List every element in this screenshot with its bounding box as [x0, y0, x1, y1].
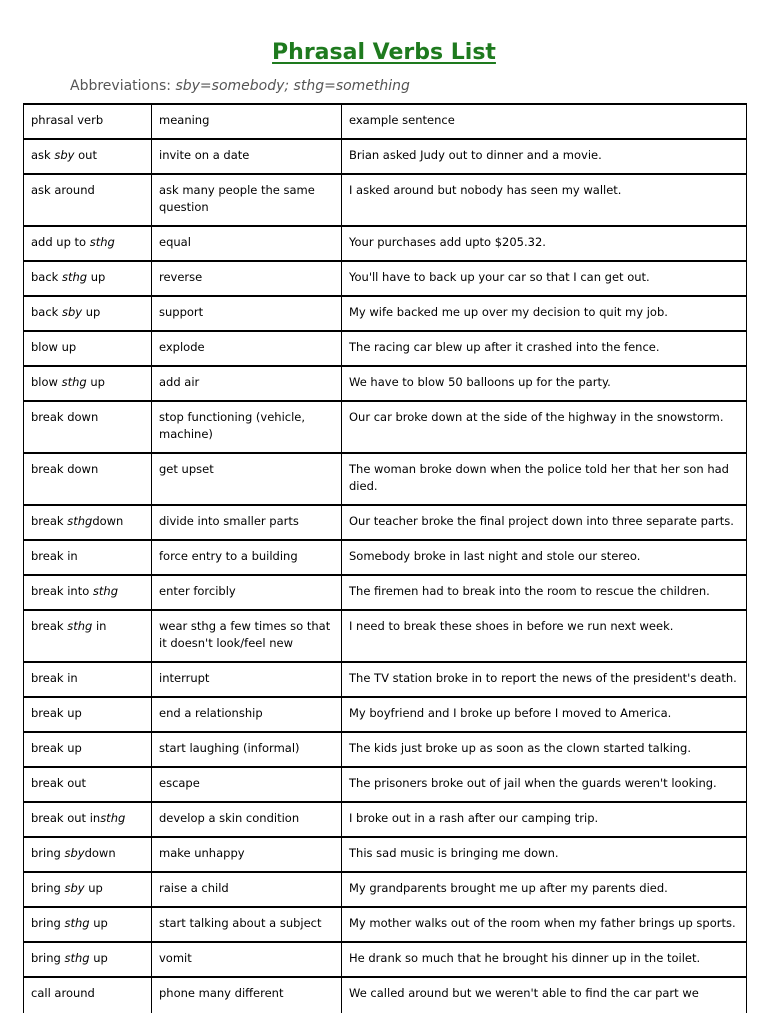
verb-segment: up	[89, 951, 108, 965]
verb-segment: back	[31, 270, 62, 284]
cell-phrasal-verb	[24, 942, 152, 977]
cell-meaning: start talking about a subject	[152, 907, 342, 942]
verb-segment: break	[31, 514, 68, 528]
cell-meaning: stop functioning (vehicle, machine)	[152, 401, 342, 453]
verb-segment: bring	[31, 881, 65, 895]
verb-segment: sby	[54, 148, 75, 162]
cell-phrasal-verb	[24, 802, 152, 837]
verb-segment: sthg	[64, 916, 90, 930]
table-row	[24, 767, 747, 802]
verb-segment: break down	[31, 462, 99, 476]
cell-example-sentence: I broke out in a rash after our camping trip.	[342, 802, 747, 837]
verb-segment: break out in	[31, 811, 101, 825]
verb-segment: sby	[64, 881, 85, 895]
cell-meaning: vomit	[152, 942, 342, 977]
verb-segment: break in	[31, 671, 78, 685]
verb-segment: sthg	[61, 375, 87, 389]
verb-segment: bring	[31, 916, 65, 930]
page-title: Phrasal Verbs List	[272, 40, 496, 65]
verb-segment: sthg	[62, 270, 88, 284]
cell-meaning: enter forcibly	[152, 575, 342, 610]
cell-meaning: raise a child	[152, 872, 342, 907]
table-row	[24, 401, 747, 453]
cell-phrasal-verb	[24, 662, 152, 697]
cell-example-sentence: The racing car blew up after it crashed into the fence.	[342, 331, 747, 366]
cell-phrasal-verb	[24, 296, 152, 331]
cell-example-sentence: Brian asked Judy out to dinner and a movie.	[342, 139, 747, 174]
cell-example-sentence: Your purchases add upto $205.32.	[342, 226, 747, 261]
phrasal-verbs-table	[23, 103, 747, 1013]
verb-segment: back	[31, 305, 62, 319]
verb-segment: out	[74, 148, 97, 162]
cell-meaning: equal	[152, 226, 342, 261]
cell-example-sentence: We have to blow 50 balloons up for the party.	[342, 366, 747, 401]
cell-phrasal-verb	[24, 837, 152, 872]
verb-segment: ask around	[31, 183, 95, 197]
cell-example-sentence: The woman broke down when the police told her that her son had died.	[342, 453, 747, 505]
cell-meaning: explode	[152, 331, 342, 366]
table-header-row	[24, 104, 747, 139]
cell-example-sentence: I asked around but nobody has seen my wallet.	[342, 174, 747, 226]
verb-segment: in	[92, 619, 107, 633]
header-phrasal-verb: phrasal verb	[24, 104, 152, 139]
verb-segment: sby	[64, 846, 85, 860]
cell-phrasal-verb	[24, 977, 152, 1013]
header-meaning: meaning	[152, 104, 342, 139]
verb-segment: sthg	[100, 811, 126, 825]
cell-example-sentence: This sad music is bringing me down.	[342, 837, 747, 872]
cell-phrasal-verb	[24, 453, 152, 505]
verb-segment: blow up	[31, 340, 77, 354]
verb-segment: break out	[31, 776, 87, 790]
cell-meaning: ask many people the same question	[152, 174, 342, 226]
verb-segment: call around	[31, 986, 95, 1000]
verb-segment: up	[89, 916, 108, 930]
verb-segment: up	[86, 375, 105, 389]
abbreviations-text: sby=somebody; sthg=something	[175, 78, 410, 94]
cell-meaning: wear sthg a few times so that it doesn't look/feel new	[152, 610, 342, 662]
table-row	[24, 942, 747, 977]
verb-segment: down	[84, 846, 116, 860]
cell-example-sentence: I need to break these shoes in before we run next week.	[342, 610, 747, 662]
verb-segment: break up	[31, 741, 82, 755]
verb-segment: up	[84, 881, 103, 895]
verb-segment: break into	[31, 584, 93, 598]
cell-meaning: force entry to a building	[152, 540, 342, 575]
cell-example-sentence: Somebody broke in last night and stole our stereo.	[342, 540, 747, 575]
table-row	[24, 331, 747, 366]
abbreviations-prefix: Abbreviations:	[70, 78, 176, 94]
cell-phrasal-verb	[24, 872, 152, 907]
cell-example-sentence: My mother walks out of the room when my father brings up sports.	[342, 907, 747, 942]
cell-meaning: invite on a date	[152, 139, 342, 174]
verb-segment: bring	[31, 951, 65, 965]
cell-phrasal-verb	[24, 401, 152, 453]
table-row	[24, 540, 747, 575]
cell-phrasal-verb	[24, 261, 152, 296]
table-row	[24, 732, 747, 767]
cell-example-sentence: Our car broke down at the side of the highway in the snowstorm.	[342, 401, 747, 453]
verb-segment: up	[87, 270, 106, 284]
table-row	[24, 453, 747, 505]
table-row	[24, 907, 747, 942]
verb-segment: ask	[31, 148, 55, 162]
table-row	[24, 610, 747, 662]
cell-example-sentence: My wife backed me up over my decision to quit my job.	[342, 296, 747, 331]
verb-segment: sthg	[64, 951, 90, 965]
cell-meaning: end a relationship	[152, 697, 342, 732]
verb-segment: break	[31, 619, 68, 633]
verb-segment: up	[82, 305, 101, 319]
cell-meaning: divide into smaller parts	[152, 505, 342, 540]
cell-phrasal-verb	[24, 540, 152, 575]
table-row	[24, 296, 747, 331]
abbreviations-note	[70, 78, 410, 94]
cell-example-sentence: My boyfriend and I broke up before I moved to America.	[342, 697, 747, 732]
table-row	[24, 366, 747, 401]
cell-meaning: interrupt	[152, 662, 342, 697]
table-row	[24, 174, 747, 226]
table-row	[24, 261, 747, 296]
cell-meaning: add air	[152, 366, 342, 401]
table-row	[24, 662, 747, 697]
table-row	[24, 139, 747, 174]
verb-segment: sthg	[67, 619, 93, 633]
verb-segment: break up	[31, 706, 82, 720]
cell-example-sentence: The kids just broke up as soon as the clown started talking.	[342, 732, 747, 767]
verb-segment: sthg	[89, 235, 115, 249]
cell-meaning: get upset	[152, 453, 342, 505]
cell-phrasal-verb	[24, 697, 152, 732]
cell-meaning: start laughing (informal)	[152, 732, 342, 767]
cell-example-sentence: He drank so much that he brought his dinner up in the toilet.	[342, 942, 747, 977]
cell-phrasal-verb	[24, 505, 152, 540]
cell-example-sentence: We called around but we weren't able to find the car part we	[342, 977, 747, 1013]
cell-example-sentence: Our teacher broke the final project down into three separate parts.	[342, 505, 747, 540]
cell-example-sentence: The TV station broke in to report the news of the president's death.	[342, 662, 747, 697]
table-row	[24, 872, 747, 907]
verb-segment: sby	[62, 305, 83, 319]
cell-example-sentence: You'll have to back up your car so that I can get out.	[342, 261, 747, 296]
cell-phrasal-verb	[24, 732, 152, 767]
cell-phrasal-verb	[24, 226, 152, 261]
cell-meaning: support	[152, 296, 342, 331]
cell-meaning: phone many different	[152, 977, 342, 1013]
table-row	[24, 837, 747, 872]
verb-segment: add up to	[31, 235, 90, 249]
cell-meaning: reverse	[152, 261, 342, 296]
verb-segment: sthg	[92, 584, 118, 598]
cell-phrasal-verb	[24, 575, 152, 610]
cell-phrasal-verb	[24, 767, 152, 802]
cell-phrasal-verb	[24, 139, 152, 174]
cell-meaning: make unhappy	[152, 837, 342, 872]
cell-phrasal-verb	[24, 610, 152, 662]
cell-phrasal-verb	[24, 907, 152, 942]
verb-segment: sthg	[67, 514, 93, 528]
verb-segment: bring	[31, 846, 65, 860]
cell-phrasal-verb	[24, 366, 152, 401]
cell-phrasal-verb	[24, 174, 152, 226]
table-row	[24, 977, 747, 1013]
table-row	[24, 575, 747, 610]
cell-example-sentence: The prisoners broke out of jail when the guards weren't looking.	[342, 767, 747, 802]
header-example-sentence: example sentence	[342, 104, 747, 139]
cell-meaning: develop a skin condition	[152, 802, 342, 837]
verb-segment: down	[92, 514, 124, 528]
cell-meaning: escape	[152, 767, 342, 802]
cell-phrasal-verb	[24, 331, 152, 366]
table-row	[24, 697, 747, 732]
table-row	[24, 802, 747, 837]
table-row	[24, 505, 747, 540]
table-row	[24, 226, 747, 261]
cell-example-sentence: The firemen had to break into the room to rescue the children.	[342, 575, 747, 610]
verb-segment: break in	[31, 549, 78, 563]
verb-segment: blow	[31, 375, 62, 389]
verb-segment: break down	[31, 410, 99, 424]
cell-example-sentence: My grandparents brought me up after my parents died.	[342, 872, 747, 907]
